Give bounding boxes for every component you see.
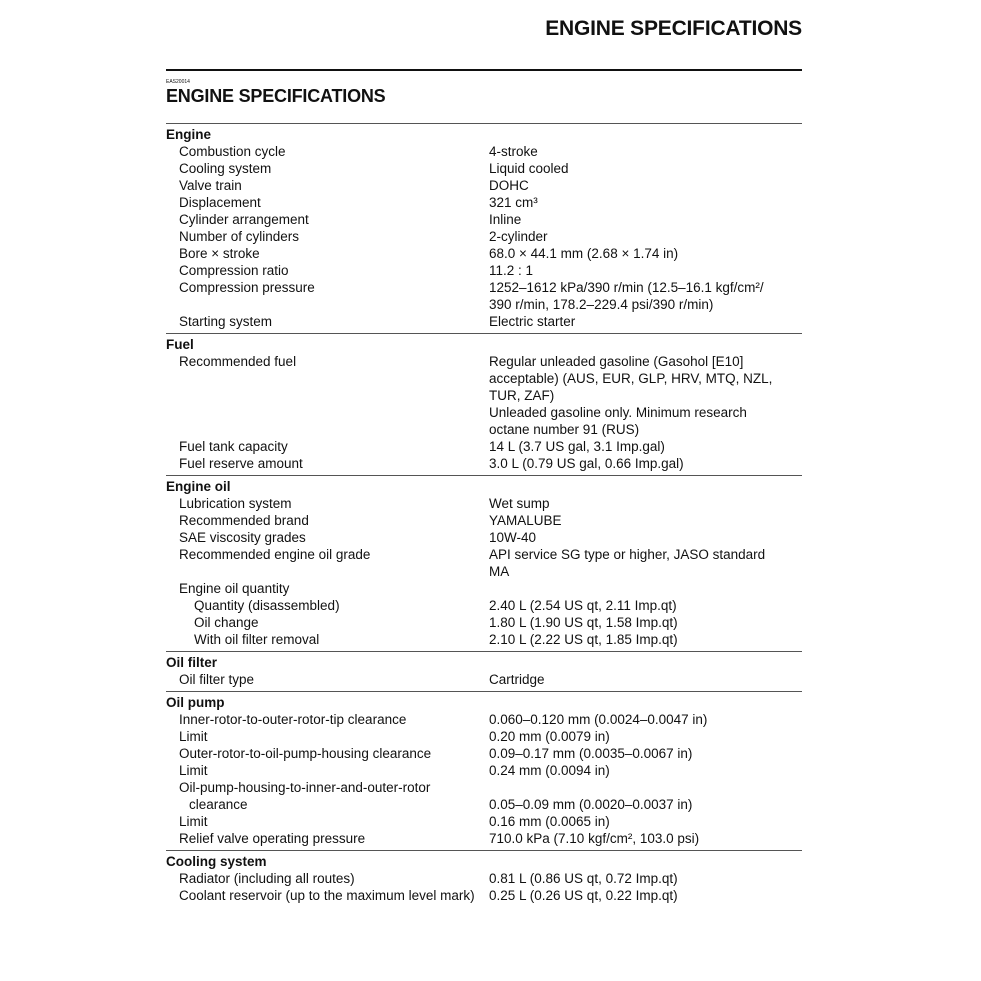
spec-label-line: clearance (189, 797, 248, 812)
spec-label: Recommended brand (179, 513, 309, 528)
spec-value: 0.09–0.17 mm (0.0035–0.0067 in) (489, 746, 693, 761)
header-rule (166, 69, 802, 71)
spec-value-line: octane number 91 (RUS) (489, 422, 640, 437)
group-title-engine-oil: Engine oil (166, 479, 231, 494)
spec-row-radiator (166, 870, 802, 887)
spec-table (166, 123, 802, 907)
spec-value: 321 cm³ (489, 195, 538, 210)
spec-row-valve-train (166, 177, 802, 194)
group-engine (166, 123, 802, 330)
group-title-oil-filter: Oil filter (166, 655, 218, 670)
spec-value (489, 279, 802, 313)
spec-row-fuel-reserve-amount (166, 455, 802, 472)
spec-label: Coolant reservoir (up to the maximum level mark) (179, 888, 475, 903)
group-oil-pump (166, 691, 802, 847)
spec-value (489, 580, 802, 597)
spec-row-number-of-cylinders (166, 228, 802, 245)
spec-label (166, 779, 489, 813)
spec-label: Quantity (disassembled) (194, 598, 340, 613)
spec-label: Fuel tank capacity (179, 439, 288, 454)
spec-row-cooling-system (166, 160, 802, 177)
spec-value: YAMALUBE (489, 513, 562, 528)
spec-label: Compression ratio (179, 263, 289, 278)
spec-label-line: Oil-pump-housing-to-inner-and-outer-rotor (179, 780, 431, 795)
spec-label: SAE viscosity grades (179, 530, 306, 545)
spec-value: 0.81 L (0.86 US qt, 0.72 Imp.qt) (489, 871, 678, 886)
spec-row-relief-valve (166, 830, 802, 847)
spec-label: Compression pressure (179, 280, 315, 295)
spec-value-line: Regular unleaded gasoline (Gasohol [E10] (489, 354, 744, 369)
spec-value: Electric starter (489, 314, 576, 329)
spec-value-line: acceptable) (AUS, EUR, GLP, HRV, MTQ, NZL, (489, 371, 773, 386)
spec-value (489, 546, 802, 580)
spec-label: Cylinder arrangement (179, 212, 309, 227)
spec-row-starting-system (166, 313, 802, 330)
spec-row-housing-limit (166, 762, 802, 779)
spec-value-line: TUR, ZAF) (489, 388, 555, 403)
spec-label: Recommended fuel (179, 354, 297, 369)
spec-row-inner-tip-clearance (166, 711, 802, 728)
spec-label: Displacement (179, 195, 261, 210)
spec-row-sae-viscosity (166, 529, 802, 546)
spec-value: 0.25 L (0.26 US qt, 0.22 Imp.qt) (489, 888, 678, 903)
spec-row-rotor-limit (166, 813, 802, 830)
section-title: ENGINE SPECIFICATIONS (166, 86, 386, 106)
spec-row-quantity-disassembled (166, 597, 802, 614)
spec-row-fuel-tank-capacity (166, 438, 802, 455)
spec-value: 3.0 L (0.79 US gal, 0.66 Imp.gal) (489, 456, 684, 471)
spec-value: 0.20 mm (0.0079 in) (489, 729, 610, 744)
spec-label: Relief valve operating pressure (179, 831, 366, 846)
group-title-fuel: Fuel (166, 337, 194, 352)
spec-value (489, 353, 802, 438)
spec-label: Combustion cycle (179, 144, 286, 159)
spec-label: Bore × stroke (179, 246, 260, 261)
spec-row-recommended-brand (166, 512, 802, 529)
spec-value: 710.0 kPa (7.10 kgf/cm², 103.0 psi) (489, 831, 700, 846)
spec-label: Number of cylinders (179, 229, 300, 244)
group-title-engine: Engine (166, 127, 212, 142)
spec-label: Limit (179, 814, 208, 829)
spec-label: Limit (179, 763, 208, 778)
spec-value: Wet sump (489, 496, 550, 511)
spec-value: 68.0 × 44.1 mm (2.68 × 1.74 in) (489, 246, 679, 261)
spec-row-oil-quantity (166, 580, 802, 597)
spec-row-oil-filter-removal (166, 631, 802, 648)
group-oil-filter (166, 651, 802, 688)
spec-label: Radiator (including all routes) (179, 871, 355, 886)
group-engine-oil (166, 475, 802, 648)
spec-value: 0.16 mm (0.0065 in) (489, 814, 610, 829)
spec-value: Inline (489, 212, 522, 227)
spec-value (489, 779, 802, 813)
spec-value: 4-stroke (489, 144, 538, 159)
page-header: ENGINE SPECIFICATIONS (545, 17, 802, 40)
spec-row-lubrication-system (166, 495, 802, 512)
spec-row-coolant-reservoir (166, 887, 802, 904)
spec-label: Fuel reserve amount (179, 456, 303, 471)
group-cooling-system (166, 850, 802, 904)
spec-row-oil-filter-type (166, 671, 802, 688)
group-title-oil-pump: Oil pump (166, 695, 225, 710)
spec-value: 2.10 L (2.22 US qt, 1.85 Imp.qt) (489, 632, 678, 647)
spec-label: Outer-rotor-to-oil-pump-housing clearance (179, 746, 432, 761)
spec-label: Inner-rotor-to-outer-rotor-tip clearance (179, 712, 407, 727)
spec-row-inner-tip-limit (166, 728, 802, 745)
spec-value: 2.40 L (2.54 US qt, 2.11 Imp.qt) (489, 598, 677, 613)
spec-row-housing-clearance (166, 745, 802, 762)
spec-label: Lubrication system (179, 496, 292, 511)
spec-row-compression-pressure (166, 279, 802, 313)
spec-row-combustion-cycle (166, 143, 802, 160)
spec-value: Cartridge (489, 672, 545, 687)
spec-label: Starting system (179, 314, 273, 329)
spec-value-line: 390 r/min, 178.2–229.4 psi/390 r/min) (489, 297, 714, 312)
spec-label: With oil filter removal (194, 632, 320, 647)
spec-row-recommended-fuel (166, 353, 802, 438)
spec-label: Oil filter type (179, 672, 255, 687)
spec-value: DOHC (489, 178, 529, 193)
spec-value: 0.24 mm (0.0094 in) (489, 763, 610, 778)
spec-value-line: Unleaded gasoline only. Minimum research (489, 405, 747, 420)
spec-value: 14 L (3.7 US gal, 3.1 Imp.gal) (489, 439, 665, 454)
spec-row-bore-stroke (166, 245, 802, 262)
spec-value-line: API service SG type or higher, JASO standard (489, 547, 766, 562)
spec-label: Limit (179, 729, 208, 744)
spec-value: 11.2 : 1 (489, 263, 534, 278)
spec-label: Valve train (179, 178, 242, 193)
spec-value: Liquid cooled (489, 161, 569, 176)
spec-row-cylinder-arrangement (166, 211, 802, 228)
group-title-cooling-system: Cooling system (166, 854, 267, 869)
spec-value: 10W-40 (489, 530, 537, 545)
spec-row-oil-change (166, 614, 802, 631)
spec-row-displacement (166, 194, 802, 211)
spec-value: 0.060–0.120 mm (0.0024–0.0047 in) (489, 712, 708, 727)
spec-label: Oil change (194, 615, 259, 630)
spec-value: 1.80 L (1.90 US qt, 1.58 Imp.qt) (489, 615, 678, 630)
spec-value-line: MA (489, 564, 510, 579)
spec-label: Cooling system (179, 161, 272, 176)
spec-value: 2-cylinder (489, 229, 548, 244)
spec-label: Engine oil quantity (179, 581, 290, 596)
doc-code: EAS20014 (166, 79, 190, 85)
spec-row-compression-ratio (166, 262, 802, 279)
spec-value-line: 1252–1612 kPa/390 r/min (12.5–16.1 kgf/cm²/ (489, 280, 764, 295)
spec-row-rotor-clearance (166, 779, 802, 813)
spec-row-oil-grade (166, 546, 802, 580)
group-fuel (166, 333, 802, 472)
spec-value-line: 0.05–0.09 mm (0.0020–0.0037 in) (489, 797, 693, 812)
spec-label: Recommended engine oil grade (179, 547, 371, 562)
